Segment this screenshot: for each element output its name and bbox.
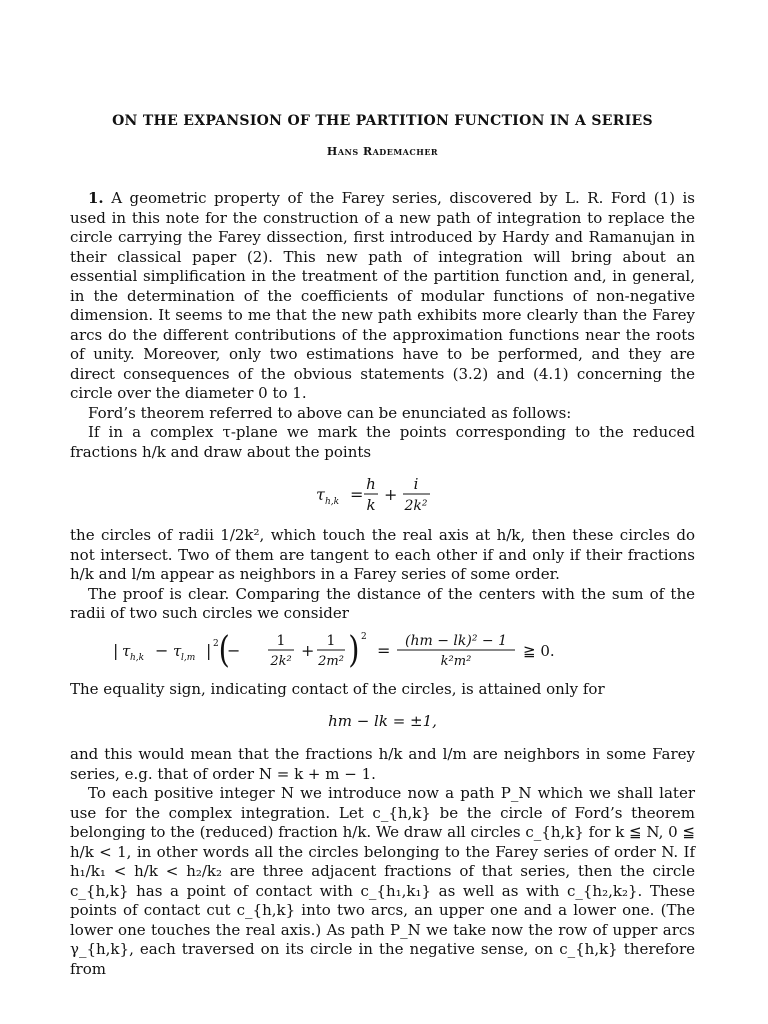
eq2-left-paren: ( (218, 628, 230, 671)
eq2-plus: + (300, 640, 314, 660)
eq2-frac-b-den: 2m² (317, 653, 344, 669)
paper-page (70, 112, 695, 979)
eq1-frac1-den: k (365, 496, 376, 514)
equation-tau-center-svg (308, 467, 458, 521)
paragraph-3: If in a complex τ-plane we mark the points corresponding to the reduced fractions h/k and draw about the points (70, 423, 695, 461)
paragraph-5: The proof is clear. Comparing the distance of the centers with the sum of the radii of two such circles we consider (70, 584, 695, 622)
eq1-plus: + (383, 485, 397, 504)
eq1-lhs: τ (315, 485, 325, 504)
paragraph-4: the circles of radii 1/2k², which touch the real axis at h/k, then these circles do not intersect. Two of them are tangent to each other if and only if their fractions h/k and l/m appear as neighbors in a Farey series of some order. (70, 526, 695, 583)
eq2-frac-b-num: 1 (326, 632, 335, 649)
paragraph-1 (70, 189, 695, 404)
eq1-equals: = (349, 485, 363, 504)
paragraph-2: Ford’s theorem referred to above can be enunciated as follows: (88, 403, 572, 422)
eq1-lhs-sub: h,k (324, 497, 339, 507)
eq2-frac-c-den: k²m² (440, 653, 471, 669)
equation-distance (70, 628, 695, 674)
paragraph-8: To each positive integer N we introduce now a path P_N which we shall later use for the complex integration. Let c_{h,k} be the circle of Ford’s theorem belonging to the (reduced) fraction h/k. We draw all circles c_{h,k} for k ≦ N, 0 ≦ h/k < 1, in other words all the circles belonging to the Farey series of order N. If h₁/k₁ < h/k < h₂/k₂ are three adjacent fractions of that series, then the circle c_{h,k} has a point of contact with c_{h₁,k₁} as well as with c_{h₂,k₂}. These points of contact cut c_{h,k} into two arcs, an upper one and a lower one. (The lower one touches the real axis.) As path P_N we take now the row of upper arcs γ_{h,k}, each traversed on its circle in the negative sense, on c_{h,k} therefore from (70, 784, 695, 978)
eq2-right-paren: ) (347, 628, 359, 671)
equation-tau-center (70, 466, 695, 520)
paper-title: ON THE EXPANSION OF THE PARTITION FUNCTION IN A SERIES (112, 113, 653, 129)
paper-author: Hans Rademacher (326, 144, 439, 158)
paragraph-1-text: A geometric property of the Farey series, discovered by L. R. Ford (1) is used in this note for the construction of a new path of integration to replace the circle carrying the Farey dissection, first introduced by Hardy and Ramanujan in their classical paper (2). This new path of integration will bring about an essential simplification in the treatment of the partition function and, in general, in the determination of the coefficients of modular functions of non-negative dimension. It seems to me that the new path exhibits more clearly than the Farey arcs do the different contributions of the approximation functions near the roots of unity. Moreover, only two estimations have to be performed, and they are direct consequences of the obvious statements (3.2) and (4.1) concerning the circle over the diameter 0 to 1. (70, 189, 695, 402)
eq2-minus2: − (226, 640, 240, 660)
eq2-square1: 2 (212, 638, 219, 649)
eq2-tau2-sub: l,m (180, 652, 195, 663)
eq2-frac-a-num: 1 (276, 632, 285, 649)
section-number: 1. (88, 189, 104, 207)
eq2-abs-close: | (205, 640, 211, 660)
eq2-frac-a-den: 2k² (269, 653, 292, 669)
paragraph-6: The equality sign, indicating contact of the circles, is attained only for (70, 679, 605, 698)
eq2-tau1: τ (121, 641, 130, 660)
eq2-minus1: − (154, 640, 168, 660)
eq2-tau1-sub: h,k (129, 652, 144, 663)
equation-distance-svg (113, 629, 653, 675)
eq2-tau2: τ (172, 641, 181, 660)
eq2-frac-c-num: (hm − lk)² − 1 (404, 632, 507, 649)
equation-neighbor-condition (70, 703, 695, 739)
eq1-frac1-num: h (365, 475, 376, 493)
eq2-abs-open: | (112, 640, 118, 660)
eq2-geq-zero: ≧ 0. (522, 641, 555, 660)
eq1-frac2-num: i (413, 475, 418, 493)
eq1-frac2-den: 2k² (403, 498, 428, 514)
eq3-text: hm − lk = ±1, (328, 712, 437, 730)
eq2-equals: = (376, 640, 390, 660)
eq2-square2: 2 (360, 631, 367, 642)
paragraph-7: and this would mean that the fractions h/k and l/m are neighbors in some Farey series, e.g. that of order N = k + m − 1. (70, 745, 695, 783)
